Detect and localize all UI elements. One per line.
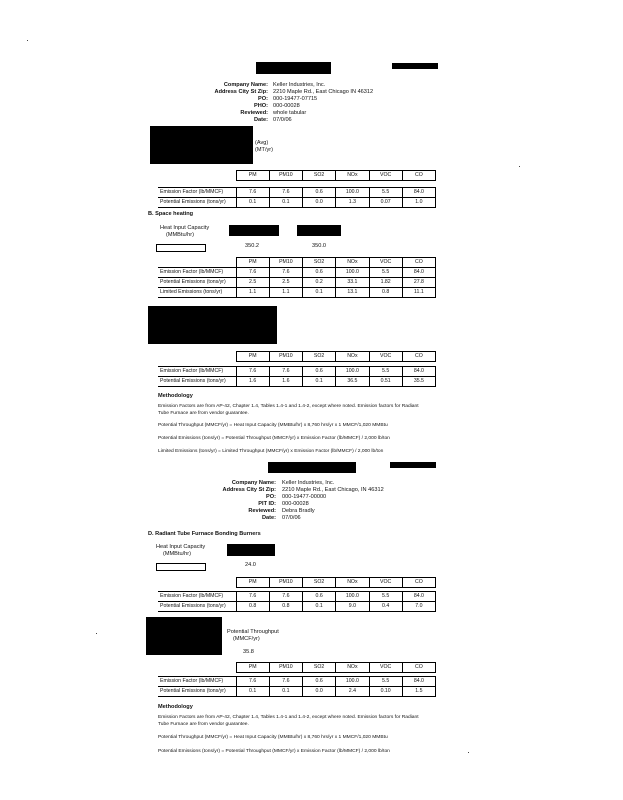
cell: 0.8 — [369, 288, 402, 298]
column-header: NOx — [336, 258, 369, 268]
column-header: VOC — [369, 258, 402, 268]
cell: 0.8 — [236, 602, 269, 612]
cell: 1.6 — [236, 377, 269, 387]
column-header: PM — [236, 258, 269, 268]
column-header: CO — [402, 352, 435, 362]
header-value: 07/0/06 — [282, 515, 301, 521]
table-row — [158, 687, 436, 697]
cell: 5.5 — [369, 268, 402, 278]
column-header: NOx — [336, 663, 369, 673]
scan-speck — [468, 752, 469, 753]
header-label: PHO: — [254, 103, 268, 109]
methodology-line: Potential Emissions (tons/yr) = Potential Throughput (MMCF/yr) x Emission Factor (lb/MMCF) / 2,000 lb/ton — [158, 749, 390, 754]
cell: 100.0 — [336, 367, 369, 377]
redaction-corner-p2 — [390, 462, 436, 468]
section-a-caption: (Avg) — [255, 140, 269, 146]
header-label: Company Name: — [223, 82, 268, 88]
cell: 2.5 — [269, 278, 302, 288]
table-row — [158, 278, 436, 288]
column-header: NOx — [336, 352, 369, 362]
cell: 5.5 — [369, 677, 402, 687]
redaction-block-c — [148, 306, 277, 344]
cell: 33.1 — [336, 278, 369, 288]
column-header: CO — [402, 171, 435, 181]
header-value: 07/0/06 — [273, 117, 292, 123]
redaction-title-p2 — [268, 462, 356, 473]
column-header: PM — [236, 352, 269, 362]
column-header: SO2 — [303, 258, 336, 268]
column-header: PM10 — [269, 578, 302, 588]
header-label: Date: — [262, 515, 276, 521]
cell: 84.0 — [402, 367, 435, 377]
row-label: Potential Emissions (tons/yr) — [158, 198, 236, 208]
cell: 1.3 — [336, 198, 369, 208]
scan-speck — [27, 40, 28, 41]
header-value: Debra Bradly — [282, 508, 315, 514]
row-label: Emission Factor (lb/MMCF) — [158, 677, 236, 687]
row-label: Potential Emissions (tons/yr) — [158, 687, 236, 697]
cell: 1.5 — [402, 687, 435, 697]
cell: 0.6 — [303, 677, 336, 687]
header-label: Company Name: — [231, 480, 276, 486]
column-header: VOC — [369, 663, 402, 673]
cell: 7.6 — [269, 592, 302, 602]
cell: 84.0 — [402, 268, 435, 278]
redaction-d — [227, 544, 275, 556]
methodology-line: Emission Factors are from AP-42, Chapter 1.4, Tables 1.4-1 and 1.4-2, except where noted. Emission factors for Radiant — [158, 715, 419, 720]
table-header-row — [158, 663, 436, 673]
header-label: Address City St Zip: — [214, 89, 268, 95]
header-label: PO: — [258, 96, 268, 102]
cell: 84.0 — [402, 592, 435, 602]
capacity-value-2: 350.0 — [312, 243, 326, 249]
column-header: CO — [402, 578, 435, 588]
throughput-label: Potential Throughput — [227, 629, 279, 635]
section-a-caption: (MT/yr) — [255, 147, 274, 153]
column-header: NOx — [336, 171, 369, 181]
table-row — [158, 367, 436, 377]
scan-speck — [96, 633, 97, 634]
input-box — [156, 563, 206, 571]
header-label: PO: — [266, 494, 276, 500]
cell: 7.0 — [402, 602, 435, 612]
column-header: CO — [402, 663, 435, 673]
column-header: PM10 — [269, 663, 302, 673]
table-header-row — [158, 578, 436, 588]
cell: 7.6 — [236, 188, 269, 198]
header-value: Keller Industries, Inc. — [282, 480, 335, 486]
redaction-block-a — [150, 126, 253, 164]
cell: 9.0 — [336, 602, 369, 612]
row-label: Emission Factor (lb/MMCF) — [158, 188, 236, 198]
cell: 13.1 — [336, 288, 369, 298]
column-header: PM — [236, 578, 269, 588]
column-header: PM10 — [269, 352, 302, 362]
cell: 100.0 — [336, 188, 369, 198]
methodology-line: Tube Furnace are from vendor guarantee. — [158, 722, 249, 727]
methodology-line: Potential Throughput (MMCF/yr) = Heat Input Capacity (MMBtu/hr) x 8,760 hrs/yr x 1 MMCF/1,020 MMBtu — [158, 735, 388, 740]
header-label: Address City St Zip: — [222, 487, 276, 493]
cell: 7.6 — [269, 367, 302, 377]
cell: 0.1 — [303, 288, 336, 298]
header-value: whole tabular — [273, 110, 307, 116]
row-label: Emission Factor (lb/MMCF) — [158, 367, 236, 377]
section-c-table — [158, 351, 436, 387]
column-header: SO2 — [303, 578, 336, 588]
row-label: Limited Emissions (tons/yr) — [158, 288, 236, 298]
table-row — [158, 377, 436, 387]
column-header: PM10 — [269, 171, 302, 181]
redaction-b-1 — [229, 225, 279, 236]
cell: 84.0 — [402, 677, 435, 687]
cell: 0.51 — [369, 377, 402, 387]
header-label: Reviewed: — [240, 110, 268, 116]
cell: 1.6 — [269, 377, 302, 387]
header-value: 2210 Maple Rd., East Chicago IN 46312 — [273, 89, 374, 95]
column-header: VOC — [369, 578, 402, 588]
table-row — [158, 592, 436, 602]
capacity-value: 350.2 — [245, 243, 259, 249]
cell: 7.6 — [269, 268, 302, 278]
cell: 7.6 — [269, 188, 302, 198]
cell: 100.0 — [336, 592, 369, 602]
throughput-value: 35.8 — [243, 649, 254, 655]
cell: 0.1 — [236, 687, 269, 697]
cell: 0.4 — [369, 602, 402, 612]
cell: 100.0 — [336, 677, 369, 687]
methodology-line: Potential Throughput (MMCF/yr) = Heat Input Capacity (MMBtu/hr) x 8,760 hrs/yr x 1 MMCF/1,020 MMBtu — [158, 423, 388, 428]
redaction-block-e — [146, 617, 222, 655]
cell: 7.6 — [236, 367, 269, 377]
cell: 5.5 — [369, 367, 402, 377]
cell: 0.1 — [303, 602, 336, 612]
row-label: Potential Emissions (tons/yr) — [158, 602, 236, 612]
table-row — [158, 602, 436, 612]
methodology-title: Methodology — [158, 393, 193, 399]
column-header: CO — [402, 258, 435, 268]
redaction-corner-p1 — [392, 63, 438, 69]
column-header: VOC — [369, 171, 402, 181]
scan-speck — [519, 166, 520, 167]
cell: 36.5 — [336, 377, 369, 387]
section-b-heading: B. Space heating — [148, 211, 194, 217]
section-d-table — [158, 577, 436, 612]
header-value: 000-00028 — [273, 103, 300, 109]
column-header: PM10 — [269, 258, 302, 268]
cell: 7.6 — [236, 592, 269, 602]
cell: 5.5 — [369, 188, 402, 198]
cell: 0.8 — [269, 602, 302, 612]
row-label: Potential Emissions (tons/yr) — [158, 278, 236, 288]
cell: 0.0 — [303, 198, 336, 208]
cell: 0.2 — [303, 278, 336, 288]
cell: 0.0 — [303, 687, 336, 697]
table-header-row — [158, 171, 436, 181]
capacity-unit: (MMBtu/hr) — [163, 551, 191, 557]
cell: 11.1 — [402, 288, 435, 298]
cell: 0.6 — [303, 592, 336, 602]
header-label: Date: — [254, 117, 268, 123]
header-label: Reviewed: — [248, 508, 276, 514]
cell: 0.1 — [269, 687, 302, 697]
capacity-unit: (MMBtu/hr) — [166, 232, 194, 238]
methodology-line: Limited Emissions (tons/yr) = Limited Throughput (MMCF/yr) x Emission Factor (lb/MMCF) / 2,000 lb/ton — [158, 449, 384, 454]
redaction-b-2 — [297, 225, 341, 236]
cell: 0.1 — [303, 377, 336, 387]
cell: 7.6 — [236, 268, 269, 278]
row-label: Emission Factor (lb/MMCF) — [158, 592, 236, 602]
cell: 0.10 — [369, 687, 402, 697]
section-d-heading: D. Radiant Tube Furnace Bonding Burners — [148, 531, 261, 537]
cell: 35.5 — [402, 377, 435, 387]
table-row — [158, 288, 436, 298]
section-a-table — [158, 170, 436, 208]
cell: 1.0 — [402, 198, 435, 208]
cell: 0.6 — [303, 268, 336, 278]
capacity-value: 24.0 — [245, 562, 256, 568]
section-b-table — [158, 257, 436, 298]
header-value: 2210 Maple Rd., East Chicago, IN 46312 — [282, 487, 384, 493]
header-label: PIT ID: — [258, 501, 276, 507]
row-label: Emission Factor (lb/MMCF) — [158, 268, 236, 278]
table-row — [158, 188, 436, 198]
throughput-unit: (MMCF/yr) — [233, 636, 260, 642]
methodology-title: Methodology — [158, 704, 193, 710]
table-row — [158, 198, 436, 208]
cell: 27.8 — [402, 278, 435, 288]
methodology-line: Potential Emissions (tons/yr) = Potential Throughput (MMCF/yr) x Emission Factor (lb/MMCF) / 2,000 lb/ton — [158, 436, 390, 441]
cell: 2.4 — [336, 687, 369, 697]
cell: 1.82 — [369, 278, 402, 288]
table-header-row — [158, 352, 436, 362]
methodology-line: Tube Furnace are from vendor guarantee. — [158, 411, 249, 416]
column-header: PM — [236, 663, 269, 673]
redaction-title-p1 — [256, 62, 331, 74]
cell: 0.1 — [236, 198, 269, 208]
column-header: SO2 — [303, 352, 336, 362]
cell: 0.07 — [369, 198, 402, 208]
section-e-table — [158, 662, 436, 697]
cell: 84.0 — [402, 188, 435, 198]
cell: 0.6 — [303, 367, 336, 377]
column-header: PM — [236, 171, 269, 181]
cell: 1.1 — [269, 288, 302, 298]
header-value: 000-19477-00000 — [282, 494, 327, 500]
row-label: Potential Emissions (tons/yr) — [158, 377, 236, 387]
header-value: Keller Industries, Inc. — [273, 82, 326, 88]
cell: 0.1 — [269, 198, 302, 208]
capacity-label: Heat Input Capacity — [160, 225, 210, 231]
cell: 0.6 — [303, 188, 336, 198]
methodology-line: Emission Factors are from AP-42, Chapter 1.4, Tables 1.4-1 and 1.4-2, except where noted. Emission factors for Radiant — [158, 404, 419, 409]
column-header: SO2 — [303, 171, 336, 181]
table-row — [158, 268, 436, 278]
header-value: 000-00028 — [282, 501, 309, 507]
header-value: 000-19477-07715 — [273, 96, 318, 102]
cell: 2.5 — [236, 278, 269, 288]
input-box — [156, 244, 206, 252]
cell: 7.6 — [236, 677, 269, 687]
capacity-label: Heat Input Capacity — [156, 544, 206, 550]
table-header-row — [158, 258, 436, 268]
column-header: VOC — [369, 352, 402, 362]
column-header: NOx — [336, 578, 369, 588]
cell: 100.0 — [336, 268, 369, 278]
column-header: SO2 — [303, 663, 336, 673]
table-row — [158, 677, 436, 687]
cell: 7.6 — [269, 677, 302, 687]
cell: 5.5 — [369, 592, 402, 602]
cell: 1.1 — [236, 288, 269, 298]
